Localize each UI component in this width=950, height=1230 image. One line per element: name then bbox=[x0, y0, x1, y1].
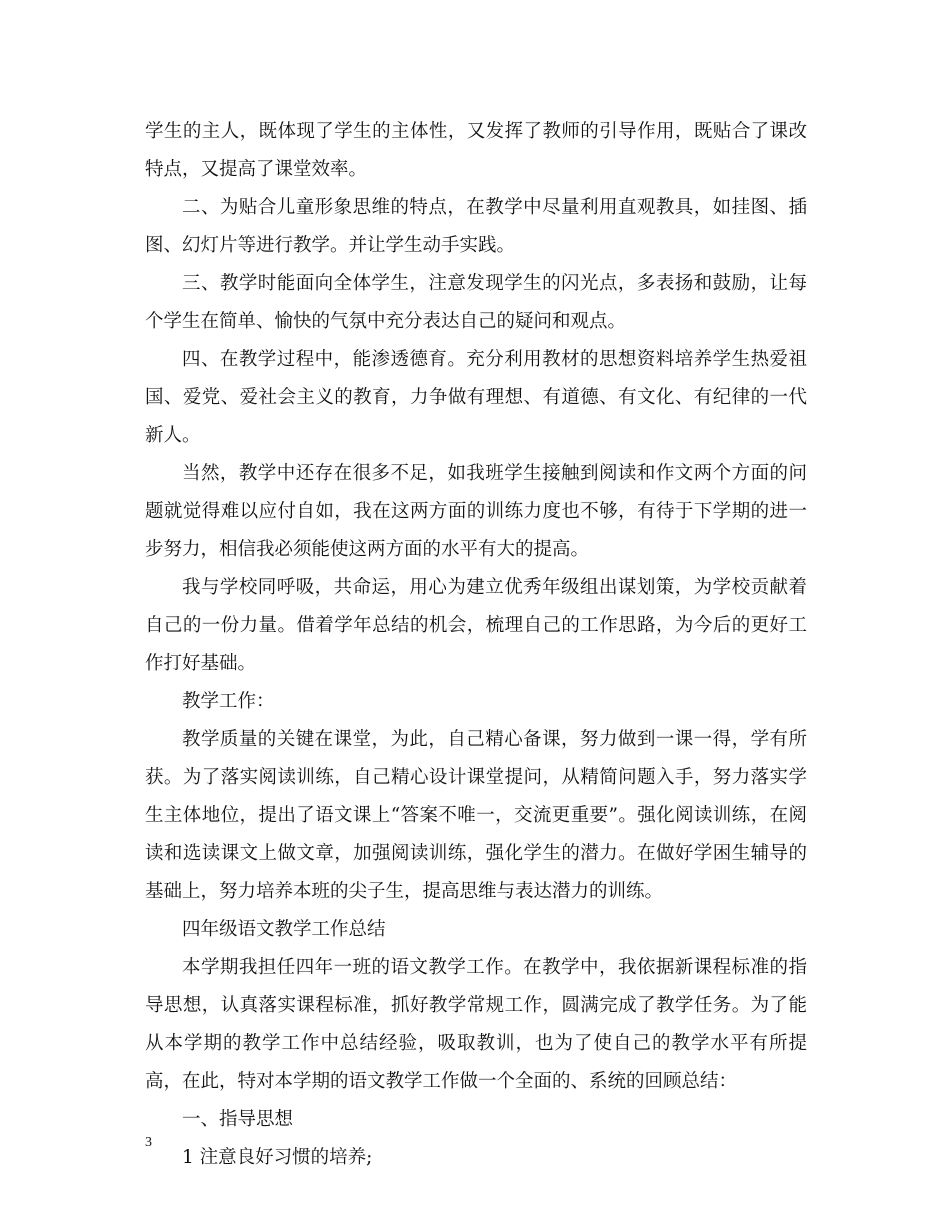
paragraph: 四、在教学过程中，能渗透德育。充分利用教材的思想资料培养学生热爱祖国、爱党、爱社会主义的教育，力争做有理想、有道德、有文化、有纪律的一代新人。 bbox=[145, 349, 807, 446]
paragraph: 教学质量的关键在课堂，为此，自己精心备课，努力做到一课一得，学有所获。为了落实阅读训练，自己精心设计课堂提问，从精简问题入手，努力落实学生主体地位，提出了语文课上“答案不唯一，交流更重要”。强化阅读训练，在阅读和选读课文上做文章，加强阅读训练，强化学生的潜力。在做好学困生辅导的基础上，努力培养本班的尖子生，提高思维与表达潜力的训练。 bbox=[145, 729, 807, 902]
list-item: 1 注意良好习惯的培养; bbox=[182, 1147, 373, 1168]
section-heading: 一、指导思想 bbox=[182, 1109, 294, 1130]
section-heading: 四年级语文教学工作总结 bbox=[182, 919, 386, 940]
page-number: 3 bbox=[145, 1135, 152, 1150]
paragraph: 学生的主人，既体现了学生的主体性，又发挥了教师的引导作用，既贴合了课改特点，又提高了课堂效率。 bbox=[145, 121, 807, 180]
paragraph: 三、教学时能面向全体学生，注意发现学生的闪光点，多表扬和鼓励，让每个学生在简单、愉快的气氛中充分表达自己的疑问和观点。 bbox=[145, 273, 807, 332]
paragraph: 本学期我担任四年一班的语文教学工作。在教学中，我依据新课程标准的指导思想，认真落实课程标准，抓好教学常规工作，圆满完成了教学任务。为了能从本学期的教学工作中总结经验，吸取教训，也为了使自己的教学水平有所提高，在此，特对本学期的语文教学工作做一个全面的、系统的回顾总结： bbox=[145, 957, 807, 1092]
section-heading: 教学工作： bbox=[182, 691, 275, 712]
paragraph: 我与学校同呼吸，共命运，用心为建立优秀年级组出谋划策，为学校贡献着自己的一份力量。借着学年总结的机会，梳理自己的工作思路，为今后的更好工作打好基础。 bbox=[145, 577, 807, 674]
paragraph: 当然，教学中还存在很多不足，如我班学生接触到阅读和作文两个方面的问题就觉得难以应付自如，我在这两方面的训练力度也不够，有待于下学期的进一步努力，相信我必须能使这两方面的水平有大的提高。 bbox=[145, 463, 807, 560]
document-body bbox=[145, 113, 807, 1177]
paragraph: 二、为贴合儿童形象思维的特点，在教学中尽量利用直观教具，如挂图、插图、幻灯片等进行教学。并让学生动手实践。 bbox=[145, 197, 807, 256]
